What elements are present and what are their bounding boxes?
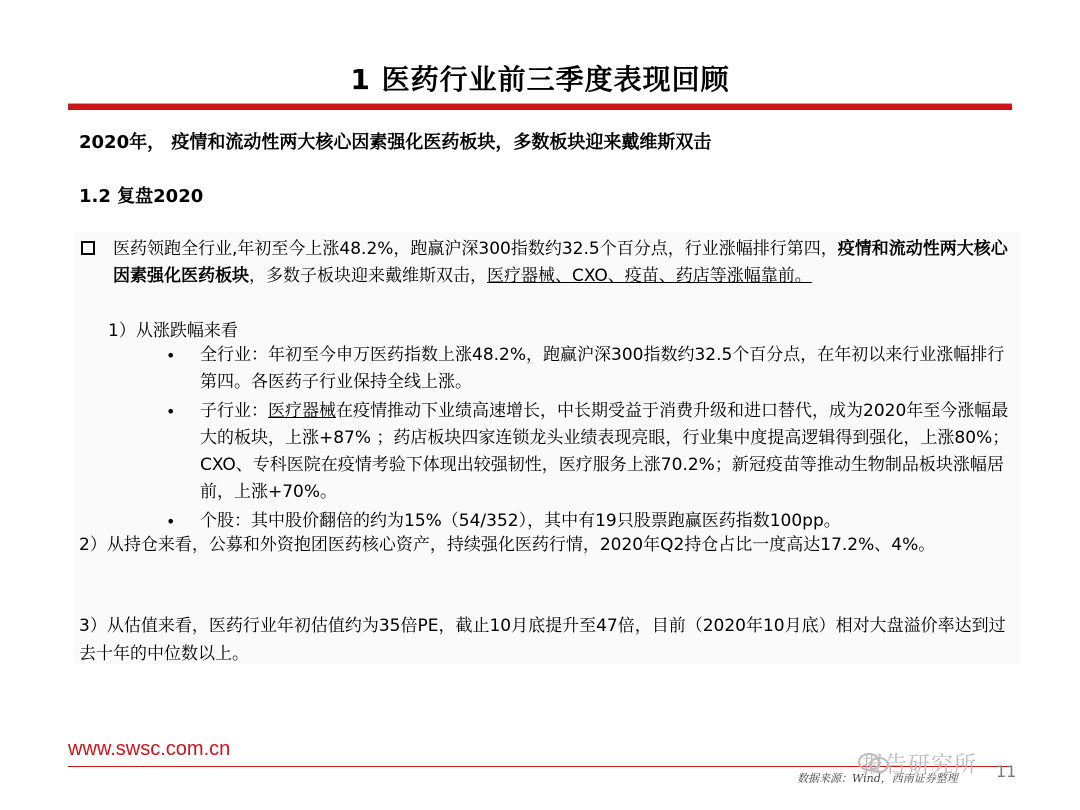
footer-link[interactable]: www.swsc.com.cn [68,738,231,760]
bullet-text: 个股：其中股价翻倍的约为15%（54/352），其中有19只股票跑赢医药指数100pp。 [200,511,841,531]
bullet-text: 在疫情推动下业绩高速增长，中长期受益于消费升级和进口替代，成为2020年至今涨幅最大的板块，上涨+87% ；药店板块四家连锁龙头业绩表现亮眼，行业集中度提高逻辑得到强化，上涨80%；CXO、专科医院在疫情考验下体现出较强韧性，医疗服务上涨70.2%；新冠疫苗等推动生物制品板块涨幅居前，上涨+70%。 [200,401,1010,502]
lead-text-underline: 医疗器械、CXO、疫苗、药店等涨幅靠前。 [487,266,812,286]
bullet-list [160,342,1020,537]
lead-text-1: 医药领跑全行业,年初至今上涨48.2%，跑赢沪深300指数约32.5个百分点，行业涨幅排行第四， [113,239,838,259]
title-divider-red [68,104,1012,110]
page-title: 1 医药行业前三季度表现回顾 [350,63,730,96]
lead-text-bold: 疫情和流动性两大核心因素强化医药板块 [113,239,1008,286]
bullet-dot-icon: • [166,402,176,421]
bullet-dot-icon: • [166,346,176,365]
section-heading: 1.2 复盘2020 [79,186,204,207]
bullet-prefix: 子行业： [200,401,268,421]
data-source-note: 数据来源：Wind，西南证券整理 [797,772,958,785]
page-number: 11 [996,762,1017,781]
slide-subtitle: 2020年， 疫情和流动性两大核心因素强化医药板块，多数板块迎来戴维斯双击 [79,132,712,153]
lead-paragraph [113,236,1018,290]
watermark-text: 报告研究所 [862,753,978,778]
point-3-paragraph: 3）从估值来看，医药行业年初估值约为35倍PE，截止10月底提升至47倍，目前（2020年10月底）相对大盘溢价率达到过去十年的中位数以上。 [79,616,1006,664]
bullet-text: 全行业：年初至今申万医药指数上涨48.2%，跑赢沪深300指数约32.5个百分点，在年初以来行业涨幅排行第四。各医药子行业保持全线上涨。 [200,345,1005,392]
bullet-dot-icon: • [166,512,176,531]
square-bullet-icon [81,241,95,255]
lead-text-3: ，多数子板块迎来戴维斯双击， [249,266,487,286]
list-item [160,342,1020,396]
list-item [160,398,1020,506]
point-2-paragraph: 2）从持仓来看，公募和外资抱团医药核心资产，持续强化医药行情，2020年Q2持仓占比一度高达17.2%、4%。 [79,535,936,555]
point-1-label: 1）从涨跌幅来看 [108,321,238,341]
bullet-underline: 医疗器械 [268,401,336,421]
